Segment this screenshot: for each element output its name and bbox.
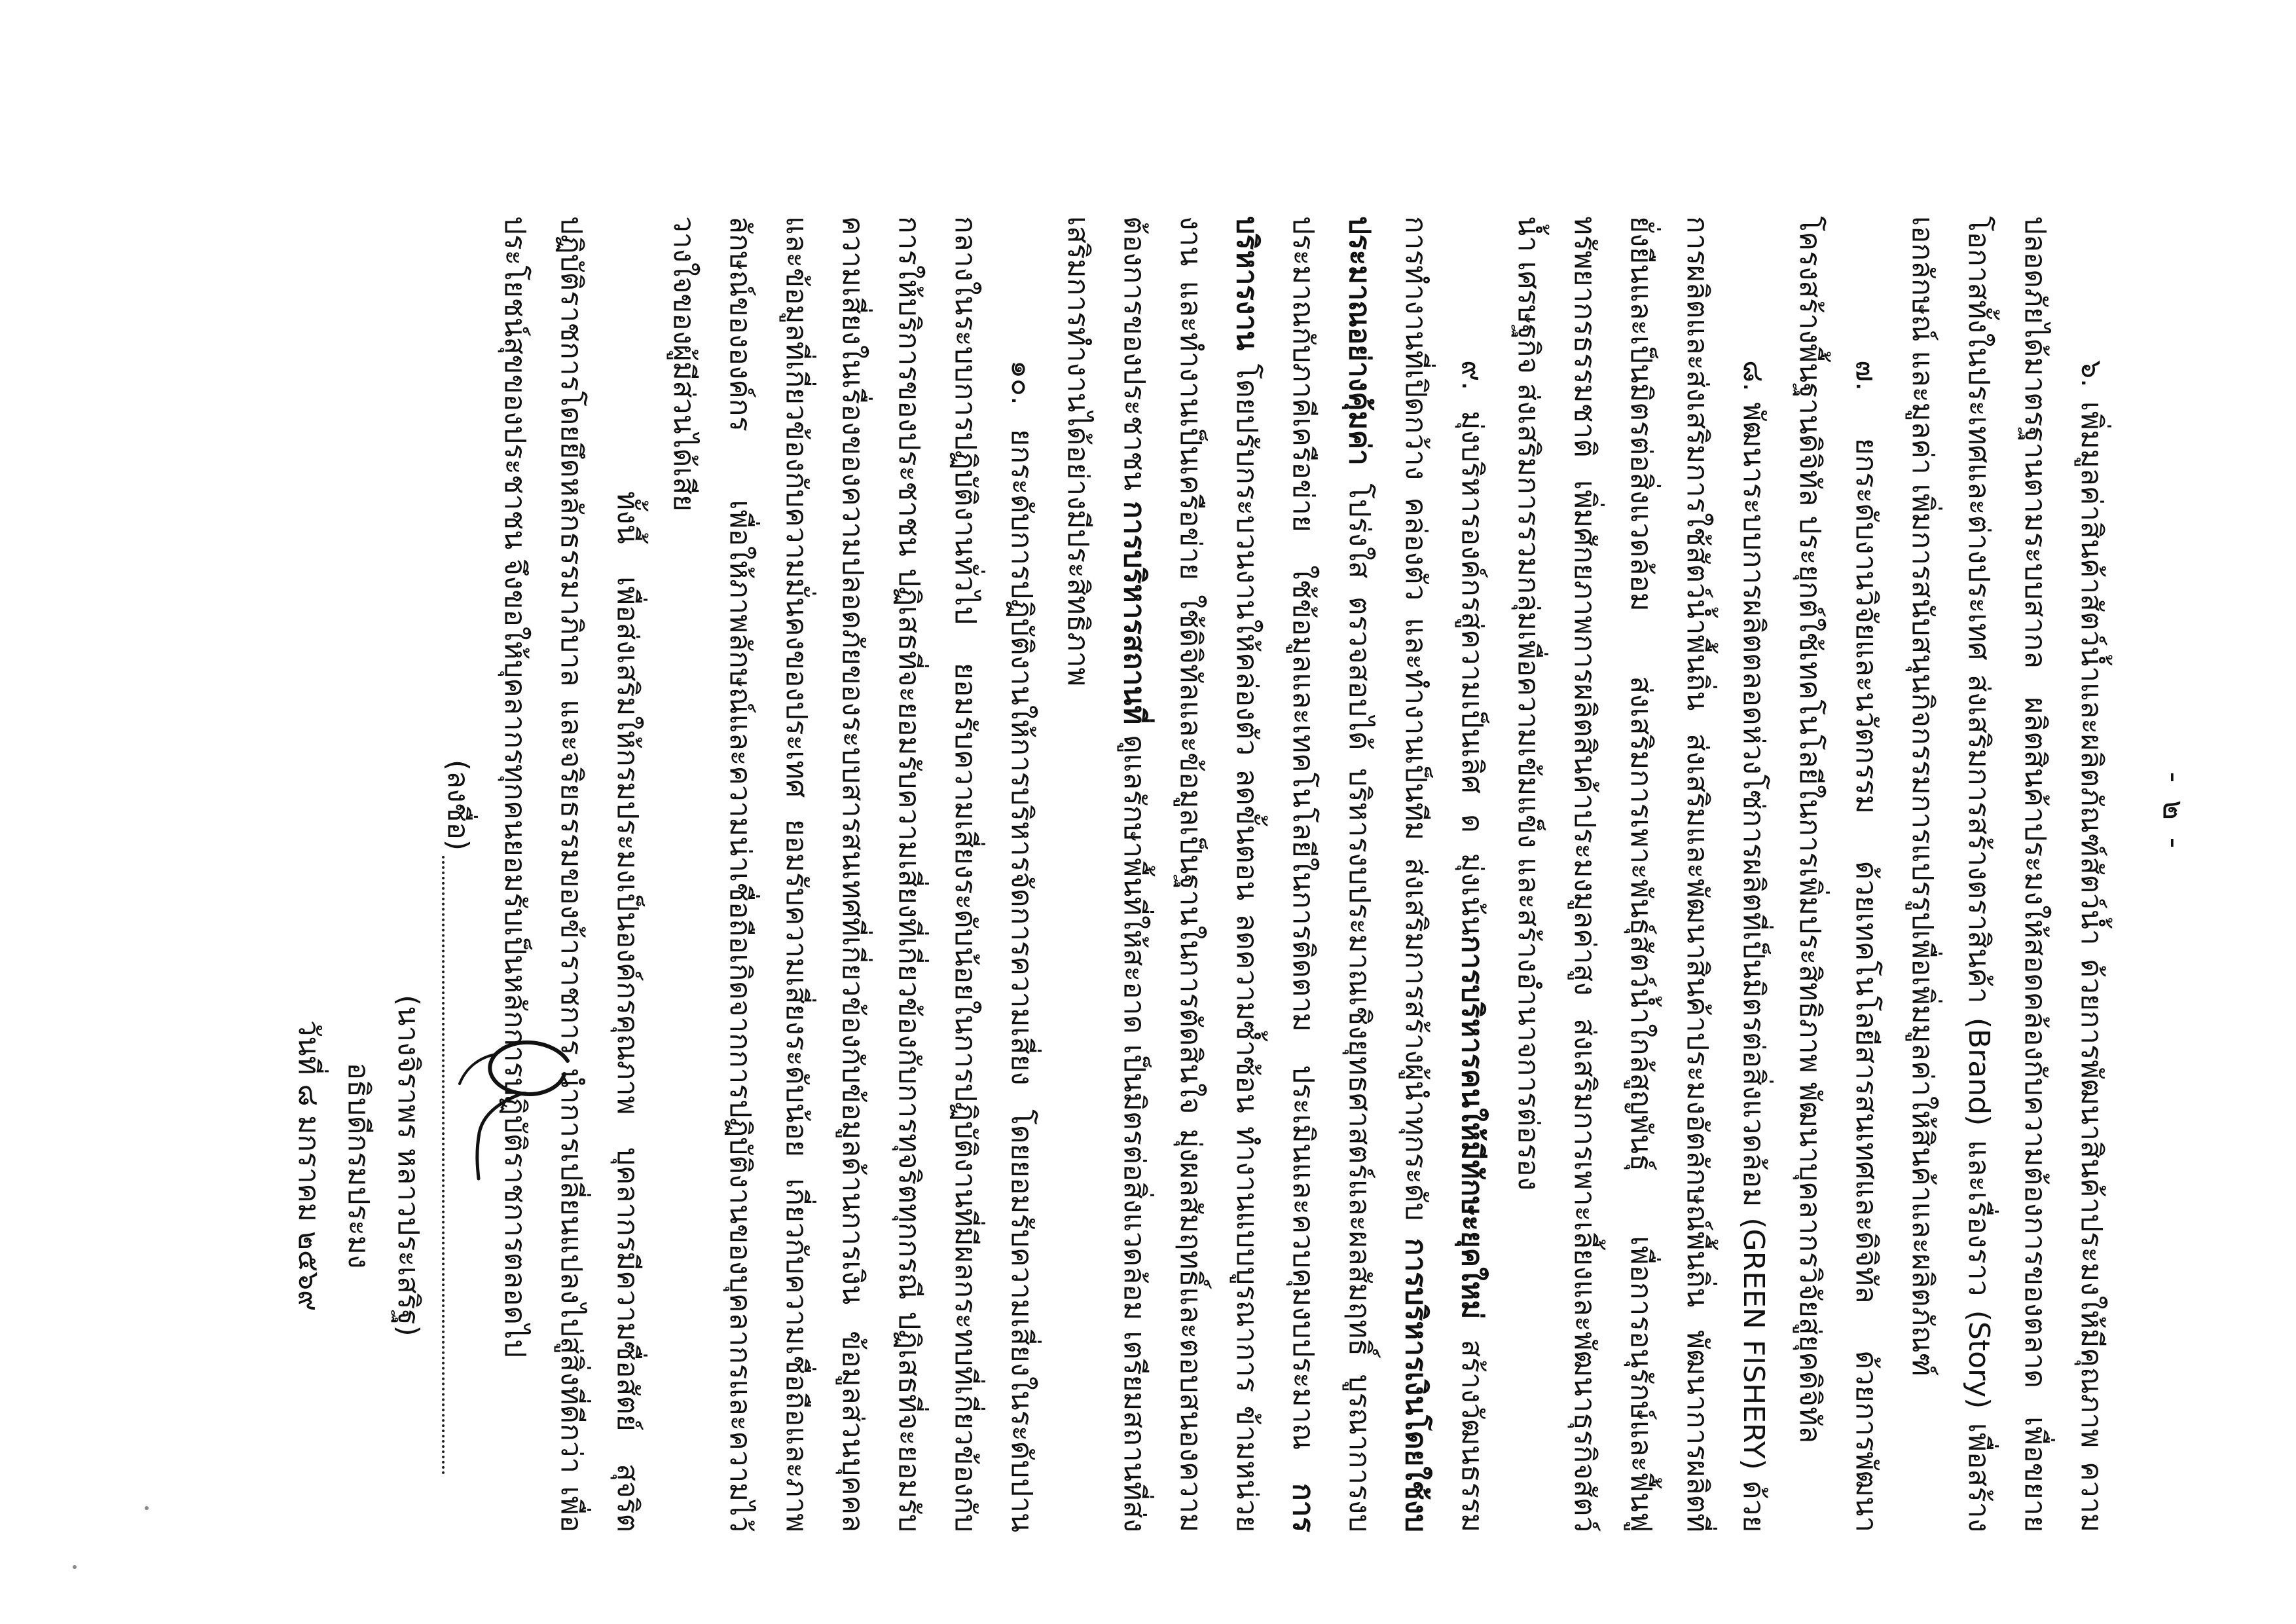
paragraph-9-text-work: โดยปรับกระบวนงานให้คล่องตัว ลดขั้นตอน ลดความซ้ำซ้อน ทำงานแบบบูรณาการ ข้ามหน่วยงาน และทำงานเป็นเครือข่าย ใช้ดิจิทัลและข้อมูลเป็นฐานในการตัดสินใจ มุ่งผลสัมฤทธิ์และตอบสนองความต้องการของประชาชน <box>1118 216 1264 1532</box>
paragraph-9-emphasis-place: การบริหารสถานที่ <box>1118 501 1151 725</box>
paragraph-9-text-people: สร้างวัฒนธรรมการทำงานที่เปิดกว้าง คล่องตัว และทำงานเป็นทีม ส่งเสริมการสร้างผู้นำทุกระดับ <box>1399 216 1489 1532</box>
paragraph-10: ๑๐. ยกระดับการปฏิบัติงานให้การบริหารจัดการความเสี่ยง โดยยอมรับความเสี่ยงในระดับปานกลางในระบบการปฏิบัติงานทั่วไป ยอมรับความเสี่ยงระดับน้อยในการปฏิบัติงานที่มีผลกระทบที่เกี่ยวข้องกับการให้บริการของประชาชน ปฏิเสธที่จะยอมรับความเสี่ยงที่เกี่ยวข้องกับการทุจริตทุกกรณี ปฏิเสธที่จะยอมรับความเสี่ยงในเรื่องของความปลอดภัยของระบบสารสนเทศที่เกี่ยวข้องกับข้อมูลด้านการเงิน ข้อมูลส่วนบุคคล และข้อมูลที่เกี่ยวข้องกับความมั่นคงของประเทศ ยอมรับความเสี่ยงระดับน้อย เกี่ยวกับความเชื่อถือและภาพลักษณ์ขององค์กร เพื่อให้ภาพลักษณ์และความน่าเชื่อถือเกิดจากการปฏิบัติงานของบุคลากรและความไว้วางใจของผู้มีส่วนได้เสีย <box>667 216 1038 1532</box>
scan-speck <box>73 1565 77 1569</box>
signatory-name: (นางจิราพร หลาวประเสริฐ) <box>392 995 425 1337</box>
paragraph-9-text-budget: โปร่งใส ตรวจสอบได้ บริหารงบประมาณเชิงยุทธศาสตร์และผลสัมฤทธิ์ บูรณาการงบประมาณกับภาคีเครือข่าย ใช้ข้อมูลและเทคโนโลยีในการติดตาม ประเมินและควบคุมงบประมาณ <box>1286 216 1376 1532</box>
paragraph-9 <box>1049 216 1500 1532</box>
paragraph-8: ๘. พัฒนาระบบการผลิตตลอดห่วงโซ่การผลิตที่เป็นมิตรต่อสิ่งแวดล้อม (GREEN FISHERY) ด้วยการผลิตและส่งเสริมการใช้สัตว์น้ำพื้นถิ่น ส่งเสริมและพัฒนาสินค้าประมงอัตลักษณ์พื้นถิ่น พัฒนาการผลิตที่ยั่งยืนและเป็นมิตรต่อสิ่งแวดล้อม ส่งเสริมการเพาะพันธุ์สัตว์น้ำใกล้สูญพันธุ์ เพื่อการอนุรักษ์และฟื้นฟูทรัพยากรธรรมชาติ เพิ่มศักยภาพการผลิตสินค้าประมงมูลค่าสูง ส่งเสริมการเพาะเลี้ยงและพัฒนาธุรกิจสัตว์น้ำ เศรษฐกิจ ส่งเสริมการรวมกลุ่มเพื่อความเข้มแข็ง และสร้างอำนาจการต่อรอง <box>1512 216 1770 1532</box>
signature-prefix: (ลงชื่อ) <box>441 760 475 851</box>
paragraph-9-text-place: ดูแลรักษาพื้นที่ให้สะอาด เป็นมิตรต่อสิ่งแวดล้อม เตรียมสถานที่ส่งเสริมการทำงานได้อย่างมีประสิทธิภาพ <box>1061 216 1151 1532</box>
signature-line <box>433 760 483 1480</box>
paragraph-9-intro: ๙. มุ่งบริหารองค์กรสู่ความเป็นเลิศ ด มุ่งเน้น <box>1455 360 1489 936</box>
paragraph-9-emphasis-budget: การบริหารเงินโดยใช้งบประมาณอย่างคุ้มค่า <box>1343 216 1432 1532</box>
document-body <box>486 216 2119 1532</box>
paragraph-9-emphasis-people: การบริหารคนให้มีทักษะยุคใหม่ <box>1455 935 1489 1320</box>
signature-date: วันที่ ๘ มกราคม ๒๕๖๙ <box>292 1020 325 1312</box>
paragraph-7: ๗. ยกระดับงานวิจัยและนวัตกรรม ด้วยเทคโนโลยีสารสนเทศและดิจิทัล ด้วยการพัฒนาโครงสร้างพื้นฐานดิจิทัล ประยุกต์ใช้เทคโนโลยีในการเพิ่มประสิทธิภาพ พัฒนาบุคลากรวิจัยสู่ยุคดิจิทัล <box>1793 216 1883 1532</box>
page-number: - ๒ - <box>2157 771 2192 853</box>
signature-dotted-line <box>442 856 451 1475</box>
signature-block <box>283 760 483 1480</box>
paragraph-6: ๖. เพิ่มมูลค่าสินค้าสัตว์น้ำและผลิตภัณฑ์สัตว์น้ำ ด้วยการพัฒนาสินค้าประมงให้มีคุณภาพ ความปลอดภัยได้มาตรฐานตามระบบสากล ผลิตสินค้าประมงให้สอดคล้องกับความต้องการของตลาด เพื่อขยายโอกาสทั้งในประเทศและต่างประเทศ ส่งเสริมการสร้างตราสินค้า (Brand) และเรื่องราว (Story) เพื่อสร้างเอกลักษณ์ และมูลค่า เพิ่มการสนับสนุนกิจกรรมการแปรรูปเพื่อเพิ่มมูลค่าให้สินค้าและผลิตภัณฑ์ <box>1906 216 2108 1532</box>
scan-speck <box>145 1506 149 1510</box>
closing-paragraph: ทั้งนี้ เพื่อส่งเสริมให้กรมประมงเป็นองค์กรคุณภาพ บุคลากรมีความซื่อสัตย์ สุจริต ปฏิบัติราชการโดยยึดหลักธรรมาภิบาล และจริยธรรมของข้าราชการ นำการเปลี่ยนแปลงไปสู่สิ่งที่ดีกว่า เพื่อประโยชน์สุขของประชาชน จึงขอให้บุคลากรทุกคนยอมรับเป็นหลักการปฏิบัติราชการตลอดไป <box>498 216 644 1532</box>
signatory-title: อธิบดีกรมประมง <box>342 1062 375 1269</box>
paragraph-9-emphasis-work: การบริหารงาน <box>1230 216 1320 1532</box>
